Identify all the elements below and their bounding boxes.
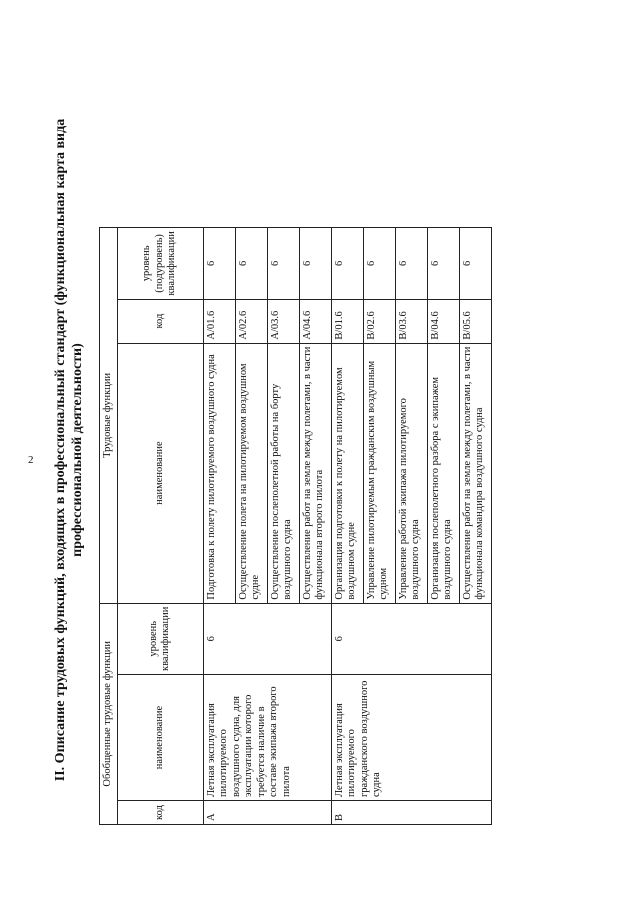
- function-code: B/01.6: [331, 299, 363, 343]
- function-level: 6: [363, 228, 395, 299]
- section-heading: [52, 25, 86, 875]
- function-name: Подготовка к полету пилотируемого воздушного судна: [203, 343, 235, 603]
- function-level: 6: [299, 228, 331, 299]
- function-name: Осуществление послеполетной работы на борту воздушного судна: [267, 343, 299, 603]
- header-generalized: Обобщенные трудовые функции: [100, 603, 118, 824]
- function-code: B/03.6: [395, 299, 427, 343]
- function-level: 6: [267, 228, 299, 299]
- function-code: A/04.6: [299, 299, 331, 343]
- function-code: B/05.6: [459, 299, 491, 343]
- group-code: A: [203, 801, 331, 825]
- table-row: [331, 228, 363, 825]
- function-level: 6: [427, 228, 459, 299]
- function-level: 6: [203, 228, 235, 299]
- function-code: A/01.6: [203, 299, 235, 343]
- table-row: [203, 228, 235, 825]
- col-header-level2: уровень (подуровень) квалификации: [117, 228, 203, 299]
- function-code: A/02.6: [235, 299, 267, 343]
- col-header-code2: код: [117, 299, 203, 343]
- page-number: 2: [28, 454, 34, 466]
- group-level: 6: [331, 603, 491, 674]
- function-level: 6: [331, 228, 363, 299]
- function-code: A/03.6: [267, 299, 299, 343]
- col-header-code: код: [117, 801, 203, 825]
- header-labor: Трудовые функции: [100, 228, 118, 603]
- col-header-name2: наименование: [117, 343, 203, 603]
- rotated-page: [52, 25, 612, 875]
- group-level: 6: [203, 603, 331, 674]
- function-code: B/04.6: [427, 299, 459, 343]
- group-name: Летная эксплуатация пилотируемого воздушного судна, для эксплуатации которого требуется наличие в составе экипажа второго пилота: [203, 675, 331, 801]
- function-name: Организация послеполетного разбора с экипажем воздушного судна: [427, 343, 459, 603]
- heading-line-2: профессиональной деятельности): [70, 343, 85, 557]
- function-level: 6: [395, 228, 427, 299]
- col-header-name: наименование: [117, 675, 203, 801]
- functional-map-table: [99, 227, 492, 825]
- function-name: Управление пилотируемым гражданским воздушным судном: [363, 343, 395, 603]
- function-level: 6: [235, 228, 267, 299]
- col-header-level: уровень квалификации: [117, 603, 203, 674]
- function-code: B/02.6: [363, 299, 395, 343]
- function-name: Осуществление полета на пилотируемом воздушном судне: [235, 343, 267, 603]
- group-code: B: [331, 801, 491, 825]
- function-name: Организация подготовки к полету на пилотируемом воздушном судне: [331, 343, 363, 603]
- function-name: Управление работой экипажа пилотируемого воздушного судна: [395, 343, 427, 603]
- function-name: Осуществление работ на земле между полетами, в части функционала командира воздушного судна: [459, 343, 491, 603]
- function-level: 6: [459, 228, 491, 299]
- group-name: Летная эксплуатация пилотируемого гражданского воздушного судна: [331, 675, 491, 801]
- heading-line-1: II. Описание трудовых функций, входящих в профессиональный стандарт (функциональная карта вида: [53, 118, 68, 782]
- function-name: Осуществление работ на земле между полетами, в части функционала второго пилота: [299, 343, 331, 603]
